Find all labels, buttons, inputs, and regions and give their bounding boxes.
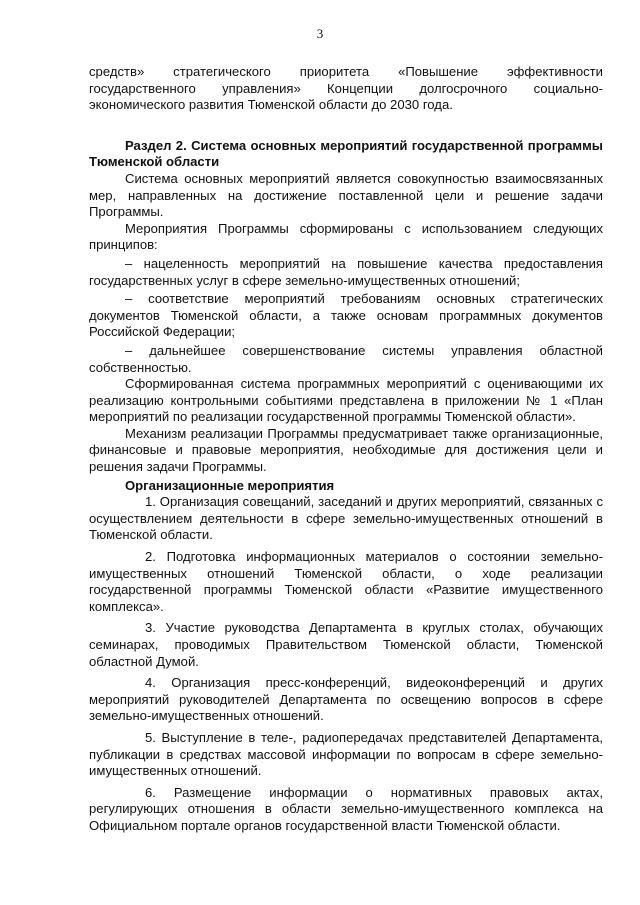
subheading-organizational: Организационные мероприятия [125,477,335,493]
paragraph-system: Система основных мероприятий является совокупностью взаимосвязанных мер, направленных на достижение поставленной цели и решение задачи Программы. [89,170,603,220]
section-heading: Раздел 2. Система основных мероприятий государственной программы Тюменской области [89,137,603,170]
principle-item: – соответствие мероприятий требованиям основных стратегических документов Тюменской области, а также основам программных документов Российской Федерации; [89,291,603,340]
list-item: 5. Выступление в теле-, радиопередачах представителей Департамента, публикации в средствах массовой информации по вопросам в сфере земельно-имущественных отношений. [89,729,603,779]
list-item: 4. Организация пресс-конференций, видеоконференций и других мероприятий руководителей Департамента по освещению вопросов в сфере земельно-имущественных отношений. [89,675,603,724]
list-item: 2. Подготовка информационных материалов о состоянии земельно-имущественных отношений Тюменской области, о ходе реализации государственной программы Тюменской области «Развитие имущественного комплекса». [89,549,603,614]
principle-item: – нацеленность мероприятий на повышение качества предоставления государственных услуг в сфере земельно-имущественных отношений; [89,255,603,288]
paragraph-system-formed: Сформированная система программных мероприятий с оценивающими их реализацию контрольными событиями представлена в приложении № 1 «План мероприятий по реализации государственной программы Тюменской области». [89,376,603,425]
document-body [89,64,603,835]
page-number: 3 [316,26,324,41]
paragraph-mechanism: Механизм реализации Программы предусматривает также организационные, финансовые и правовые мероприятия, необходимые для достижения цели и решения задачи Программы. [89,425,603,475]
list-item: 3. Участие руководства Департамента в круглых столах, обучающих семинарах, проводимых Правительством Тюменской области, Тюменской областной Думой. [89,620,603,669]
list-item: 1. Организация совещаний, заседаний и других мероприятий, связанных с осуществлением деятельности в сфере земельно-имущественных отношений в Тюменской области. [89,494,603,543]
intro-paragraph: средств» стратегического приоритета «Повышение эффективности государственного управления» Концепции долгосрочного социально-экономического развития Тюменской области до 2030 года. [89,64,603,113]
principle-item: – дальнейшее совершенствование системы управления областной собственностью. [89,342,603,375]
paragraph-principles-intro: Мероприятия Программы сформированы с использованием следующих принципов: [89,220,603,253]
list-item: 6. Размещение информации о нормативных правовых актах, регулирующих отношения в области земельно-имущественного комплекса на Официальном портале органов государственной власти Тюменской области. [89,784,603,833]
